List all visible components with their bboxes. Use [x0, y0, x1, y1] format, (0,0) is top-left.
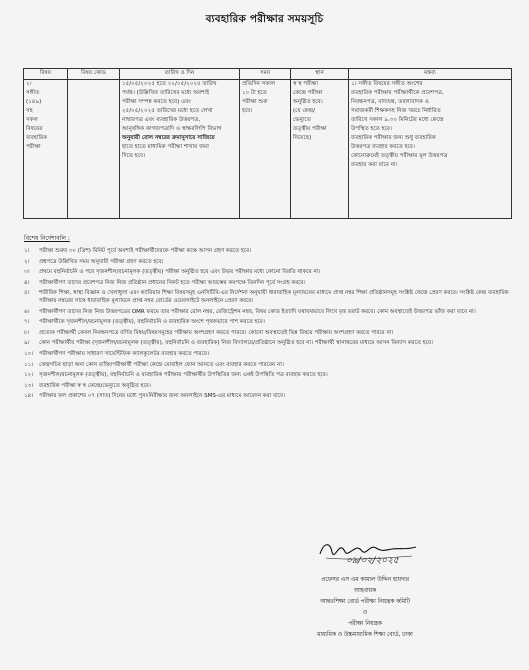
list-item	[24, 383, 514, 391]
cell-line: সহ	[26, 108, 33, 114]
cell-line: সঙ্গীত	[26, 90, 40, 96]
list-item	[24, 309, 514, 317]
signatory-and: ও	[362, 610, 368, 616]
table-row	[24, 80, 512, 219]
item-text: পরীক্ষার ফল প্রকাশের ০৭ (সাত) দিনের মধ্যে পুনঃনিরীক্ষার জন্য অনলাইনে SMS-এর মাধ্যমে আবেদন করা যাবে।	[39, 393, 285, 400]
cell-code	[68, 80, 120, 219]
instructions-heading: বিশেষ নির্দেশাবলি :	[24, 235, 70, 242]
signatory-name: প্রফেসর এস এম কামাল উদ্দিন হায়দার	[321, 577, 409, 583]
list-item	[24, 362, 514, 370]
item-number: ৮।	[24, 329, 30, 336]
cell-line: ২।	[26, 81, 32, 87]
cell-line: ব্যবহারিক পরীক্ষার জন্য শুধু ব্যবহারিক	[351, 135, 436, 141]
item-number: ৩।	[24, 269, 30, 276]
list-item	[24, 248, 514, 256]
list-item	[24, 319, 514, 327]
item-text: শারীরিক শিক্ষা, স্বাস্থ্য বিজ্ঞান ও খেলাধুলা এবং ক্যারিয়ার শিক্ষা বিষয়সমূহ এনসিটিবি-এর নির্দেশনা অনুযায়ী ধারাবাহিক মূল্যায়নের মাধ্যমে প্রাপ্ত নম্বর শিক্ষা প্রতিষ্ঠানসমূহ সংশ্লিষ্ট কেন্দ্রে প্রেরণ করবে। সংশ্লিষ্ট কেন্দ্র ব্যবহারিক পরীক্ষার নম্বরের সাথে ধারাবাহিক মূল্যায়নে প্রাপ্ত নম্বর বোর্ডের ওয়েবসাইটে অনলাইনে প্রেরণ করবে।	[39, 290, 509, 304]
header-remarks: মন্তব্য	[349, 69, 512, 80]
cell-line: ব্যবহারিক পরীক্ষায় পরীক্ষার্থীকে প্রবেশপত্র,	[351, 90, 444, 96]
cell-line: (যে কেন্দ্র/	[293, 108, 316, 114]
item-number: ৫।	[24, 290, 30, 297]
cell-line: ব্যবহার করা যাবে না।	[351, 162, 398, 168]
cell-line: পরীক্ষা সম্পন্ন করতে হবে) এবং	[122, 99, 191, 105]
item-text: প্রথমে বহুনির্বাচনি ও পরে সৃজনশীল/রচনামূলক (তত্ত্বীয়) পরীক্ষা অনুষ্ঠিত হবে এবং উভয় পরীক্ষার মধ্যে কোনো বিরতি থাকবে না।	[39, 269, 321, 276]
item-number: ১।	[24, 248, 30, 254]
signatory-controller: পরীক্ষা নিয়ন্ত্রক	[348, 621, 382, 627]
cell-line: সকল	[26, 117, 38, 123]
cell-line: ১। সঙ্গীত বিষয়ের সঙ্গীত অংশের	[351, 81, 423, 87]
cell-line: অনুযায়ী রোল নম্বরের ক্রমানুসারে সাজিয়ে	[122, 135, 215, 141]
cell-line: পরীক্ষা	[26, 144, 41, 150]
list-item	[24, 290, 514, 305]
cell-line: তারিখে সকাল ৯.৩০ মিনিটের মধ্যে কেন্দ্রে	[351, 117, 444, 123]
cell-line: পরীক্ষা শুরু	[242, 99, 268, 105]
cell-subject	[24, 80, 68, 219]
header-date: তারিখ ও দিন	[120, 69, 240, 80]
item-number: ১২।	[24, 372, 34, 379]
list-item	[24, 330, 514, 338]
cell-line: কেন্দ্রে পরীক্ষা	[293, 90, 323, 96]
item-text: সৃজনশীল/রচনামূলক (তত্ত্বীয়), বহুনির্বাচনি ও ব্যবহারিক পরীক্ষায় পরীক্ষার্থীর উপস্থিতির জন্য একই উপস্থিতি পত্র ব্যবহার করতে হবে।	[39, 372, 328, 379]
cell-line: ২৫/০৫/২০২৫ তারিখের মধ্যে হতে লেখা	[122, 108, 213, 114]
cell-line: হবে।	[242, 108, 253, 114]
item-text: পরীক্ষার্থীগণ তাদের প্রবেশপত্র নিজ নিজ প্রতিষ্ঠান প্রধানের নিকট হতে পরীক্ষা আরম্ভের কমপক্ষে তিনদিন পূর্বে সংগ্রহ করবে।	[39, 279, 306, 286]
header-venue: স্থান	[291, 69, 349, 80]
cell-line: অনুষ্ঠিত হবে।	[293, 99, 323, 105]
table-header-row	[24, 69, 512, 80]
cell-line: উত্তরপত্র ব্যবহার করতে হবে।	[351, 144, 415, 150]
cell-line: প্রতিদিন সকাল	[242, 81, 276, 87]
cell-line: বিষয়ের	[26, 126, 43, 132]
header-code: বিষয় কোড	[68, 69, 120, 80]
item-text: প্রত্যেক পরীক্ষার্থী কেবল নিবন্ধনপত্রে বর্ণিত বিষয়/বিষয়সমূহের পরীক্ষায় অংশগ্রহণ করতে পারবে। কোনো অবস্থাতেই ভিন্ন বিষয়ে পরীক্ষায় অংশগ্রহণ করতে পারবে না।	[39, 329, 394, 336]
cell-line: ব্যবহারিক	[26, 135, 48, 141]
cell-line: তত্ত্বীয় পরীক্ষা	[293, 126, 327, 132]
item-number: ১১।	[24, 361, 34, 368]
item-number: ১৪।	[24, 393, 34, 400]
list-item	[24, 280, 514, 288]
list-item	[24, 259, 514, 267]
cell-line: (১৪৯)	[26, 99, 42, 105]
signature-date: ০৯/০২/২০২৫	[346, 556, 399, 566]
cell-line: নিবন্ধনপত্র, বাদ্যযন্ত্র, তবলাবাদক ও	[351, 99, 429, 105]
cell-line: স্ব স্ব পরীক্ষা	[293, 81, 318, 87]
cell-line: ভেন্যুতে	[293, 117, 311, 123]
list-item	[24, 351, 514, 359]
signatory-role: আহবায়ক	[353, 588, 377, 594]
signatory-committee: আন্তঃশিক্ষা বোর্ড পরীক্ষা নিয়ন্ত্রক কমিটি	[320, 599, 410, 605]
instructions-list	[24, 248, 514, 404]
page-title: ব্যবহারিক পরীক্ষার সময়সূচি	[205, 13, 324, 25]
cell-remarks	[349, 80, 512, 219]
schedule-table	[23, 68, 512, 219]
list-item	[24, 269, 514, 277]
item-text: কোন পরীক্ষার্থীর পরীক্ষা (সৃজনশীল/রচনামূলক (তত্ত্বীয়), বহুনির্বাচনি ও ব্যবহারিক) নিজ বিদ্যালয়ে/প্রতিষ্ঠানে অনুষ্ঠিত হবে না। পরীক্ষার্থী স্থানান্তরের মাধ্যমে আসন বিন্যাস করতে হবে।	[39, 340, 433, 347]
header-time: সময়	[240, 69, 291, 80]
item-text: পরীক্ষার্থীগণ পরীক্ষায় সাধারণ সায়েন্টিফিক ক্যালকুলেটর ব্যবহার করতে পারবে।	[39, 350, 209, 357]
cell-time	[240, 80, 291, 219]
cell-line: উপস্থিত হতে হবে।	[351, 126, 392, 132]
cell-line: ১০ টা হতে	[242, 90, 267, 96]
item-number: ২।	[24, 258, 30, 265]
cell-line: দিতে হবে।	[122, 153, 146, 159]
cell-line: সমাজকর্মী শিক্ষকসহ নিজ খরচে নির্ধারিত	[351, 108, 441, 114]
item-text: পরীক্ষা শুরুর ৩০ (ত্রিশ) মিনিট পূর্বে অবশ্যই পরীক্ষার্থীদেরকে পরীক্ষা কক্ষে আসন গ্রহণ করতে হবে।	[39, 248, 252, 254]
item-number: ১৩।	[24, 382, 34, 389]
cell-date	[120, 80, 240, 219]
cell-line: হাতে হাতে মাধ্যমিক পরীক্ষা শাখায় জমা	[122, 144, 209, 150]
item-number: ৭।	[24, 319, 30, 326]
header-subject: বিষয়	[24, 69, 68, 80]
item-number: ৪।	[24, 279, 30, 286]
list-item	[24, 340, 514, 348]
cell-venue	[291, 80, 349, 219]
cell-line: আনুষঙ্গিক কাগজপত্রাদি ও স্বাক্ষরলিপি বিভাগ	[122, 126, 222, 132]
item-number: ১০।	[24, 350, 34, 357]
list-item	[24, 372, 514, 380]
item-text: পরীক্ষার্থীগণ তাদের নিজ নিজ উত্তরপত্রের OMR ফরমে তার পরীক্ষার রোল নম্বর, রেজিস্ট্রেশন নম্বর, বিষয় কোড ইত্যাদি যথাযথভাবে লিখে বৃত্ত ভরাট করবে। কোন অবস্থাতেই উত্তরপত্র ভাঁজ করা যাবে না।	[39, 308, 476, 315]
signatory-block	[250, 575, 480, 641]
cell-line: নিয়েছে)	[293, 135, 312, 141]
item-text: ব্যবহারিক পরীক্ষা স্ব স্ব কেন্দ্রে/ভেন্যুতে অনুষ্ঠিত হবে।	[39, 382, 151, 389]
item-number: ৯।	[24, 340, 30, 347]
cell-line: কোনোক্রমেই তত্ত্বীয় পরীক্ষার মূল উত্তরপত্র	[351, 153, 448, 159]
cell-line: পর্যন্ত। (উল্লিখিত তারিখের মধ্যে অবশ্যই	[122, 90, 209, 96]
signatory-board: মাধ্যমিক ও উচ্চমাধ্যমিক শিক্ষা বোর্ড, ঢাকা	[317, 632, 413, 638]
list-item	[24, 393, 514, 401]
cell-line: নাম্বারপত্র এবং ব্যবহারিক উত্তরপত্র,	[122, 117, 201, 123]
item-text: পরীক্ষার্থীকে সৃজনশীল/রচনামূলক (তত্ত্বীয়), বহুনির্বাচনি ও ব্যবহারিক অংশে পৃথকভাবে পাশ করতে হবে।	[39, 319, 265, 326]
item-text: প্রশ্নপত্রে উল্লিখিত সময় অনুযায়ী পরীক্ষা গ্রহণ করতে হবে।	[39, 258, 164, 265]
item-number: ৬।	[24, 308, 30, 315]
cell-line: ১৫/০৫/২০২৫ হতে ২২/০৫/২০২৫ তারিখ	[122, 81, 217, 87]
item-text: কেন্দ্রসচিব ছাড়া অন্য কোন ব্যক্তি/পরীক্ষার্থী পরীক্ষা কেন্দ্রে মোবাইল ফোন আনতে এবং ব্যবহার করতে পারবেন না।	[39, 361, 284, 368]
